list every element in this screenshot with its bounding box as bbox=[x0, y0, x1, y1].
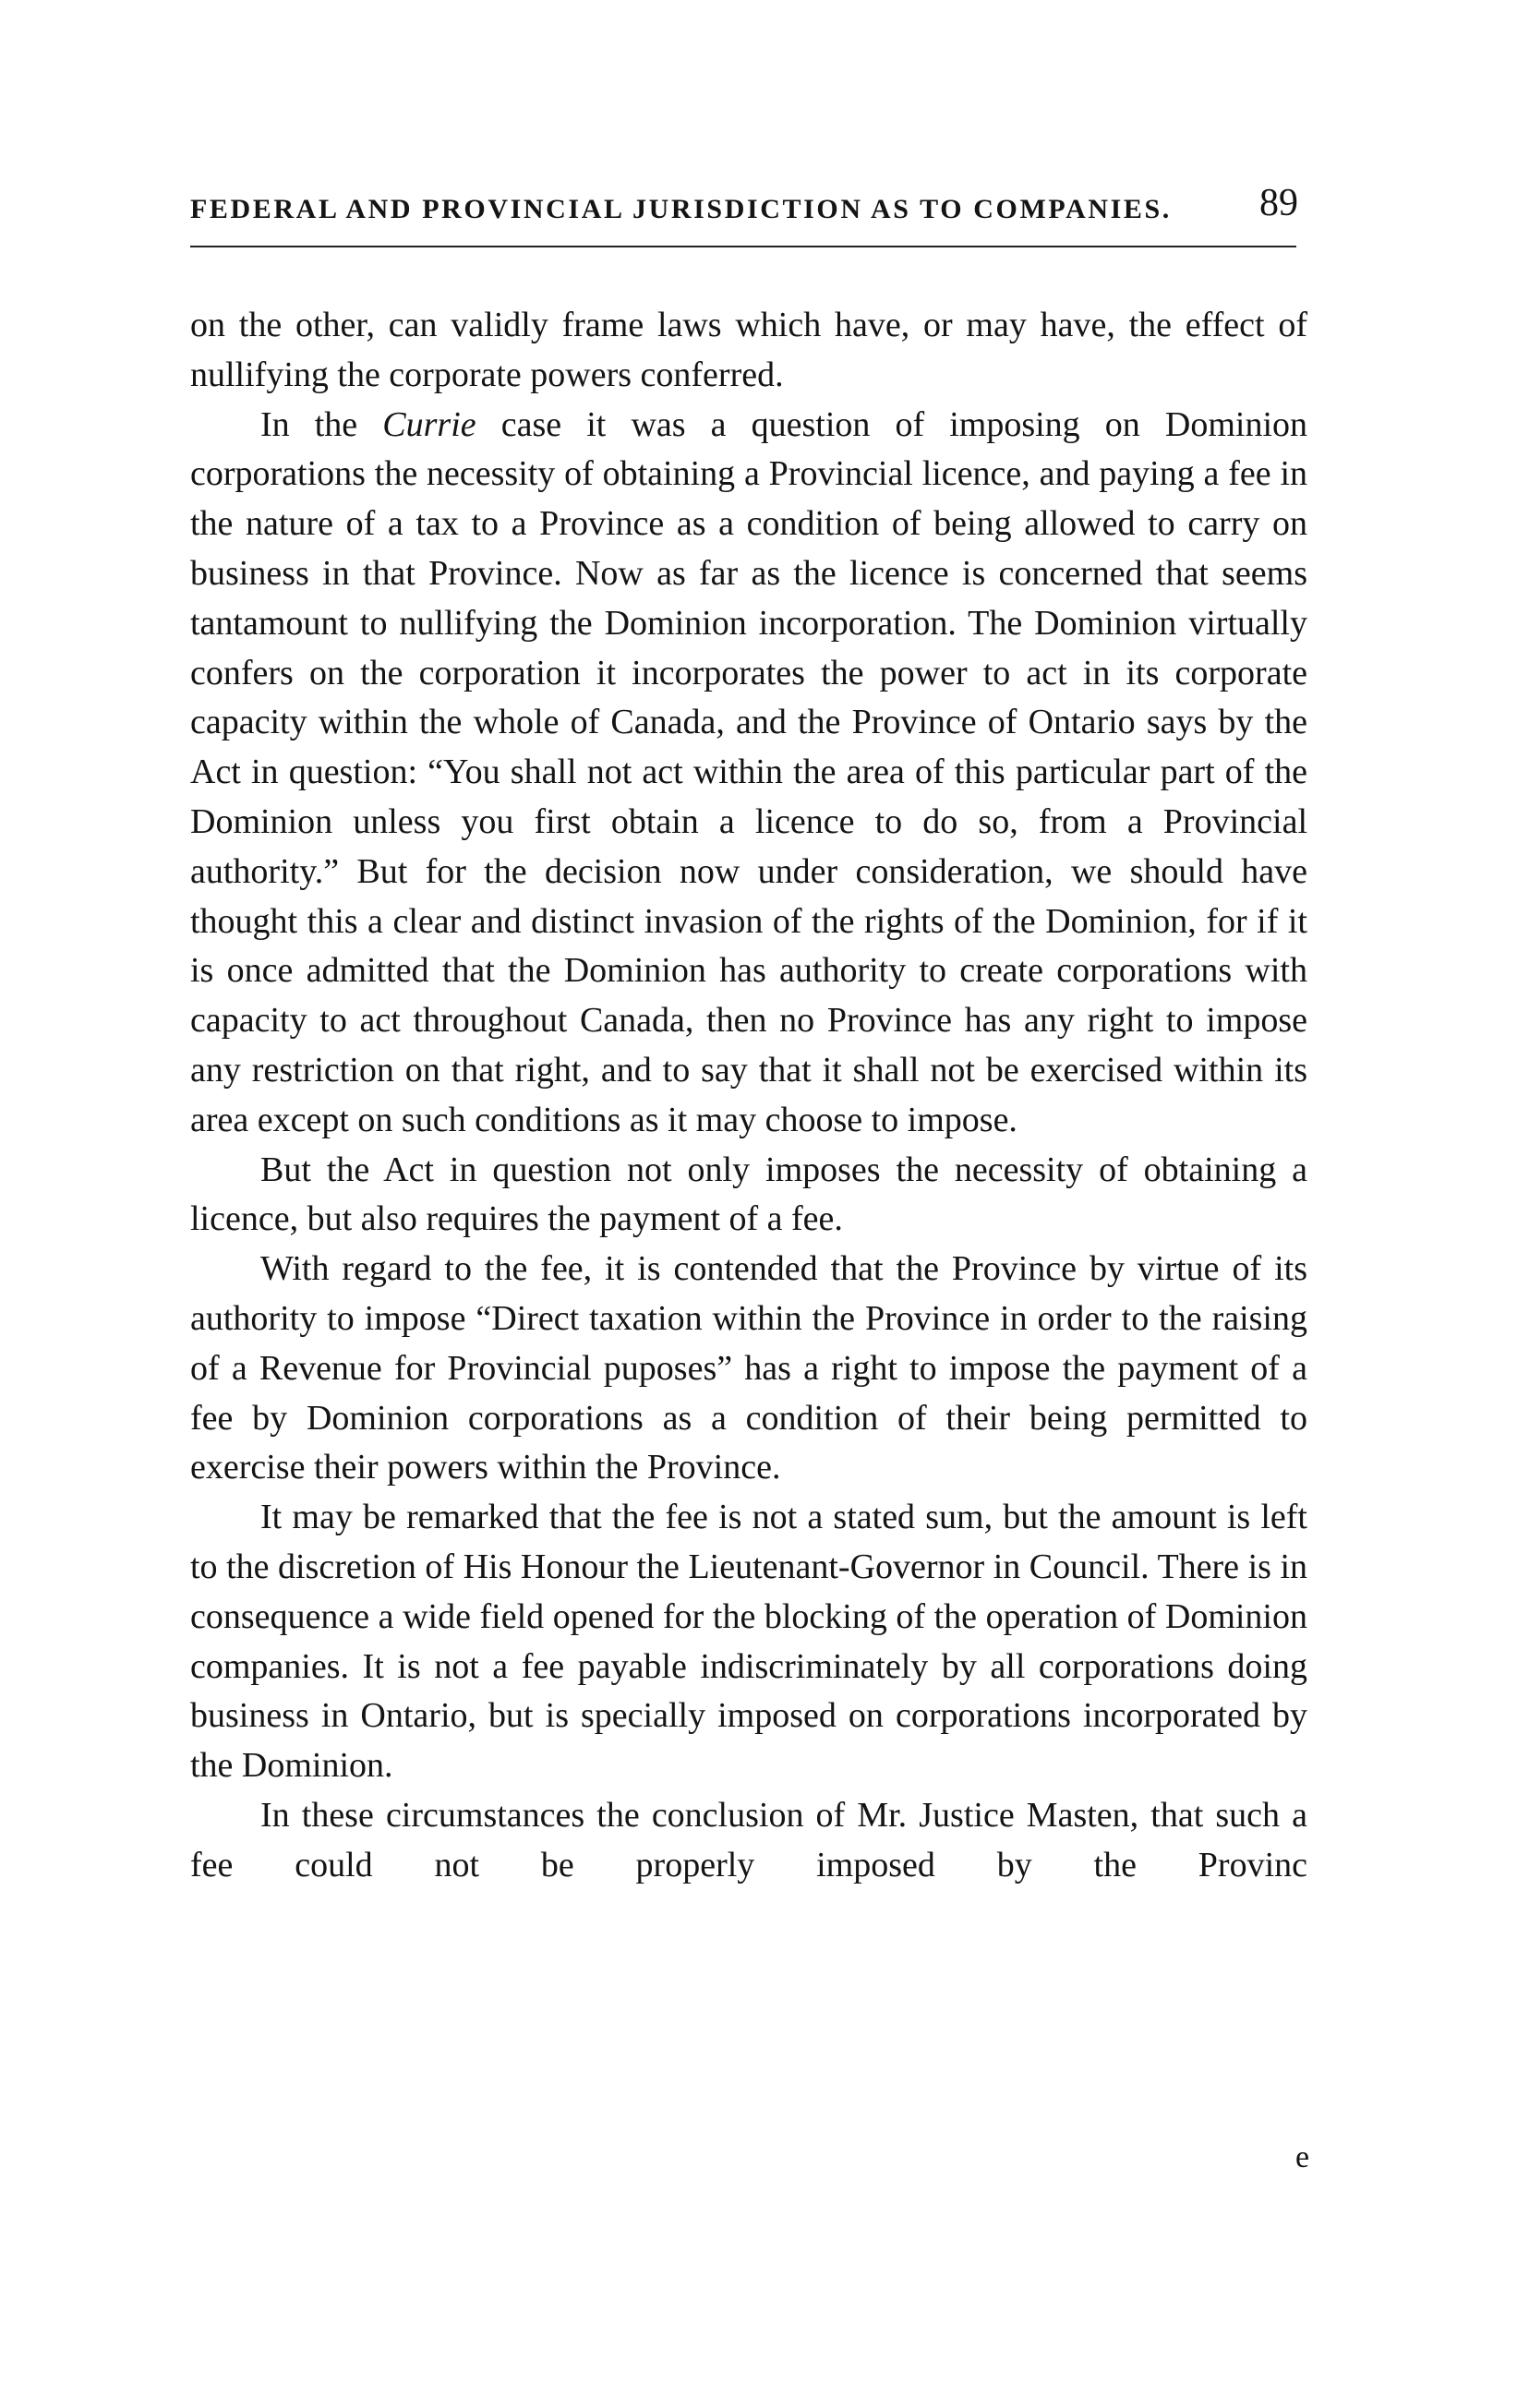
running-head bbox=[190, 181, 1298, 236]
paragraph-1 bbox=[190, 301, 1307, 401]
paragraph-1-text: on the other, can validly frame laws which have, or may have, the effect of nullifying the corporate powers conferred. bbox=[190, 306, 1307, 394]
paragraph-2-text-rest: case it was a question of imposing on Dominion corporations the necessity of obtaining a Provincial licence, and paying a fee in the nature of a tax to a Province as a condition of being allowed to carry on business in that Province. Now as far as the licence is concerned that seems tantamount to nullifying the Dominion incorporation. The Dominion virtually confers on the corporation it incorporates the power to act in its corporate capacity within the whole of Canada, and the Province of Ontario says by the Act in question: “You shall not act within the area of this particular part of the Dominion unless you first obtain a licence to do so, from a Provincial authority.” But for the decision now under consideration, we should have thought this a clear and distinct invasion of the rights of the Dominion, for if it is once admitted that the Dominion has authority to create corporations with capacity to act throughout Canada, then no Province has any right to impose any restriction on that right, and to say that it shall not be exercised within its area except on such conditions as it may choose to impose. bbox=[190, 404, 1308, 1139]
paragraph-3-text: But the Act in question not only imposes the necessity of obtaining a licence, but also requires the payment of a fee. bbox=[190, 1150, 1307, 1239]
page-number: 89 bbox=[1259, 182, 1298, 224]
paragraph-4-text: With regard to the fee, it is contended that the Province by virtue of its authority to impose “Direct taxation within the Province in order to the raising of a Revenue for Provincial puposes” has a right to impose the payment of a fee by Dominion corporations as a condition of their being permitted to exercise their powers within the Province. bbox=[190, 1249, 1307, 1487]
paragraph-6 bbox=[190, 1791, 1307, 1891]
paragraph-4 bbox=[190, 1245, 1307, 1493]
paragraph-6-text: In these circumstances the conclusion of Mr. Justice Masten, that such a fee could not be properly imposed by the Provinc bbox=[190, 1795, 1307, 1884]
paragraph-5 bbox=[190, 1493, 1307, 1791]
running-title: FEDERAL AND PROVINCIAL JURISDICTION AS TO COMPANIES. bbox=[190, 194, 1172, 224]
paragraph-3 bbox=[190, 1146, 1307, 1246]
paragraph-2-text-start: In the bbox=[260, 404, 383, 444]
paragraph-2 bbox=[190, 401, 1307, 1146]
trailing-letter: e bbox=[1295, 2140, 1310, 2174]
body-text bbox=[190, 301, 1307, 1891]
case-name-currie: Currie bbox=[382, 404, 476, 444]
header-rule bbox=[190, 246, 1296, 247]
paragraph-5-text: It may be remarked that the fee is not a stated sum, but the amount is left to the discretion of His Honour the Lieutenant-Governor in Council. There is in consequence a wide field opened for the blocking of the operation of Dominion companies. It is not a fee payable indiscriminately by all corporations doing business in Ontario, but is specially imposed on corporations incorporated by the Dominion. bbox=[190, 1498, 1307, 1786]
